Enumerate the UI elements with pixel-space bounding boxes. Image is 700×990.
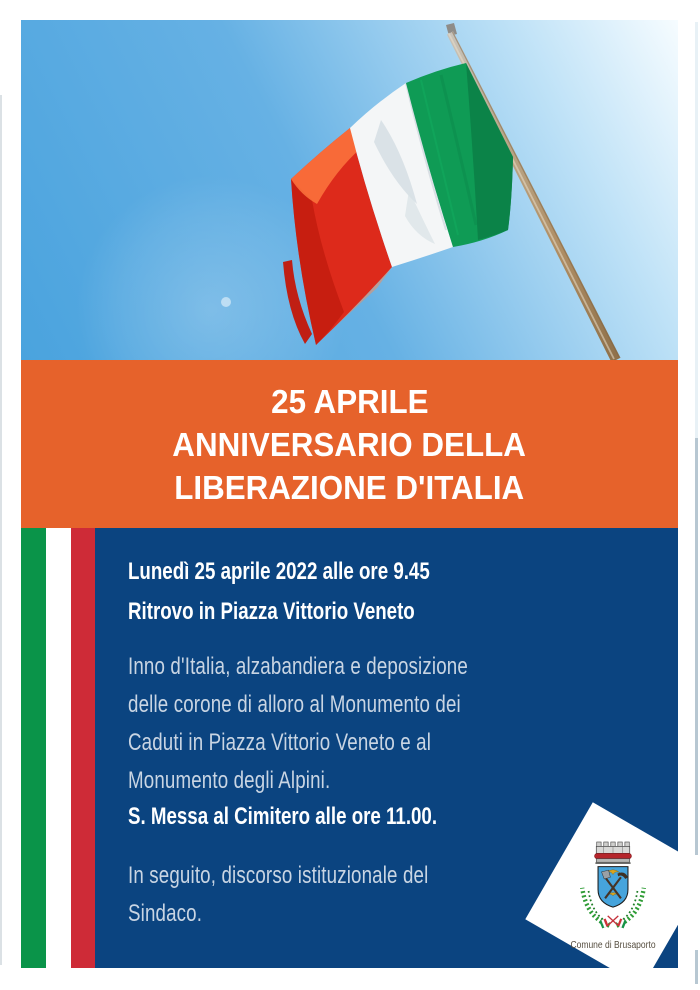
lens-flare-dot (221, 297, 231, 307)
closing-line-1: In seguito, discorso istituzionale del (128, 862, 429, 889)
closing-paragraph (128, 857, 513, 933)
info-panel (95, 528, 678, 968)
program-line-1: Inno d'Italia, alzabandiera e deposizione (128, 653, 468, 680)
municipal-crest (563, 840, 663, 951)
brusaporto-crest-icon (569, 840, 657, 932)
title-line-2: ANNIVERSARIO DELLA (172, 425, 527, 463)
page-edge-right-bottom (695, 950, 698, 984)
crest-crown (595, 842, 632, 864)
flag-photo (21, 20, 678, 360)
page-edge-right-top (695, 22, 698, 438)
program-paragraph (128, 648, 564, 800)
page-edge-right-middle (695, 438, 698, 855)
tricolor-stripe-red (71, 528, 95, 968)
program-line-3: Caduti in Piazza Vittorio Veneto e al (128, 729, 432, 756)
event-datetime-line: Lunedì 25 aprile 2022 alle ore 9.45 (128, 558, 430, 585)
tricolor-stripe-white (46, 528, 71, 968)
title-line-3: LIBERAZIONE D'ITALIA (174, 468, 525, 506)
closing-line-2: Sindaco. (128, 900, 203, 927)
tricolor-stripe-green (21, 528, 46, 968)
municipality-caption: Comune di Brusaporto (570, 940, 656, 951)
flag-photo-illustration (21, 20, 678, 360)
title-line-1: 25 APRILE (270, 382, 429, 420)
mass-line: S. Messa al Cimitero alle ore 11.00. (128, 803, 438, 830)
program-line-4: Monumento degli Alpini. (128, 767, 331, 794)
event-location-line: Ritrovo in Piazza Vittorio Veneto (128, 598, 415, 625)
page-edge-left (0, 95, 2, 965)
program-line-2: delle corone di alloro al Monumento dei (128, 691, 461, 718)
schedule-text (128, 552, 515, 632)
title-banner (21, 360, 678, 528)
mass-text (128, 797, 524, 837)
